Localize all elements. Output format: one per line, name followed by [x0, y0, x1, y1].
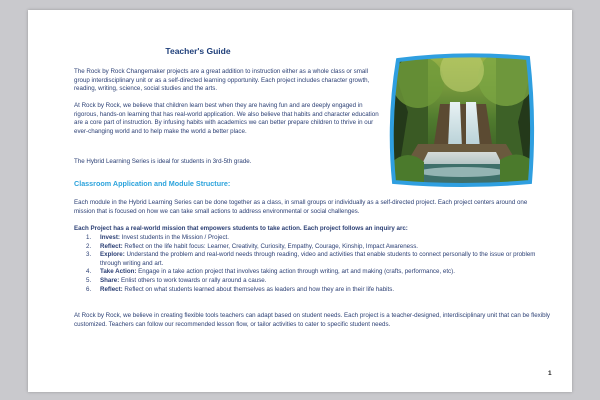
step-text: Reflect on what students learned about themselves as leaders and how they are in their life habits. — [122, 285, 395, 293]
page-number: 1 — [548, 370, 552, 377]
list-item — [86, 286, 546, 295]
list-item — [86, 243, 546, 252]
document-page — [28, 10, 572, 392]
step-number: 5. — [86, 276, 92, 284]
step-term: Reflect: — [100, 242, 123, 250]
list-item — [86, 277, 546, 286]
closing-paragraph: At Rock by Rock, we believe in creating flexible tools teachers can adapt based on student needs. Each project is a teacher-designed, interdisciplinary unit that can be flexibly customized. Teachers can follow our recommended lesson flow, or tailor activities to cater to specific student needs. — [74, 312, 551, 328]
step-term: Invest: — [100, 234, 120, 241]
list-item — [86, 234, 546, 243]
step-term: Explore: — [100, 251, 125, 259]
section-heading: Classroom Application and Module Structure: — [74, 179, 231, 188]
step-text: Engage in a take action project that involves taking action through writing, art and making (crafts, performance, etc). — [136, 268, 455, 276]
step-number: 3. — [86, 251, 92, 259]
step-term: Share: — [100, 276, 120, 284]
intro-paragraph-1: The Rock by Rock Changemaker projects are a great addition to instruction either as a whole class or small group interdisciplinary unit or as a self-directed learning opportunity. Each project includes character growth, reading, writing, science, social studies and the arts. — [74, 68, 370, 93]
inquiry-steps-list — [86, 234, 546, 294]
waterfall-forest-photo — [388, 52, 536, 188]
step-text: Invest students in the Mission / Project. — [119, 234, 229, 241]
step-number: 2. — [86, 242, 92, 250]
intro-paragraph-3: The Hybrid Learning Series is ideal for students in 3rd-5th grade. — [74, 158, 252, 165]
list-item — [86, 251, 546, 268]
step-text: Enlist others to work towards or rally around a cause. — [119, 276, 267, 284]
step-text: Understand the problem and real-world needs through reading, video and activities that enable students to connect personally to the issue or problem through writing and art. — [100, 251, 536, 267]
step-text: Reflect on the life habit focus: Learner, Creativity, Curiosity, Empathy, Courage, Kinship, Impact Awareness. — [122, 242, 419, 250]
page-title: Teacher's Guide — [165, 46, 231, 56]
step-number: 4. — [86, 268, 92, 276]
module-paragraph: Each module in the Hybrid Learning Series can be done together as a class, in small groups or individually as a self-directed project. Each project centers around one mission that is focused on how we can take small actions to address environmental or social challenges. — [74, 199, 528, 215]
step-term: Take Action: — [100, 268, 137, 276]
step-term: Reflect: — [100, 285, 123, 293]
step-number: 1. — [86, 234, 92, 241]
intro-paragraph-2: At Rock by Rock, we believe that children learn best when they are having fun and are deeply engaged in rigorous, hands-on learning that has real-world application. We also believe that habits and character education are a core part of instruction. By infusing habits with academics we can better prepare children to thrive in our ever-changing world and to help make the world a better place. — [74, 102, 379, 135]
list-item — [86, 268, 546, 277]
inquiry-intro: Each Project has a real-world mission that empowers students to take action. Each project follows an inquiry arc: — [74, 225, 408, 232]
step-number: 6. — [86, 285, 92, 293]
